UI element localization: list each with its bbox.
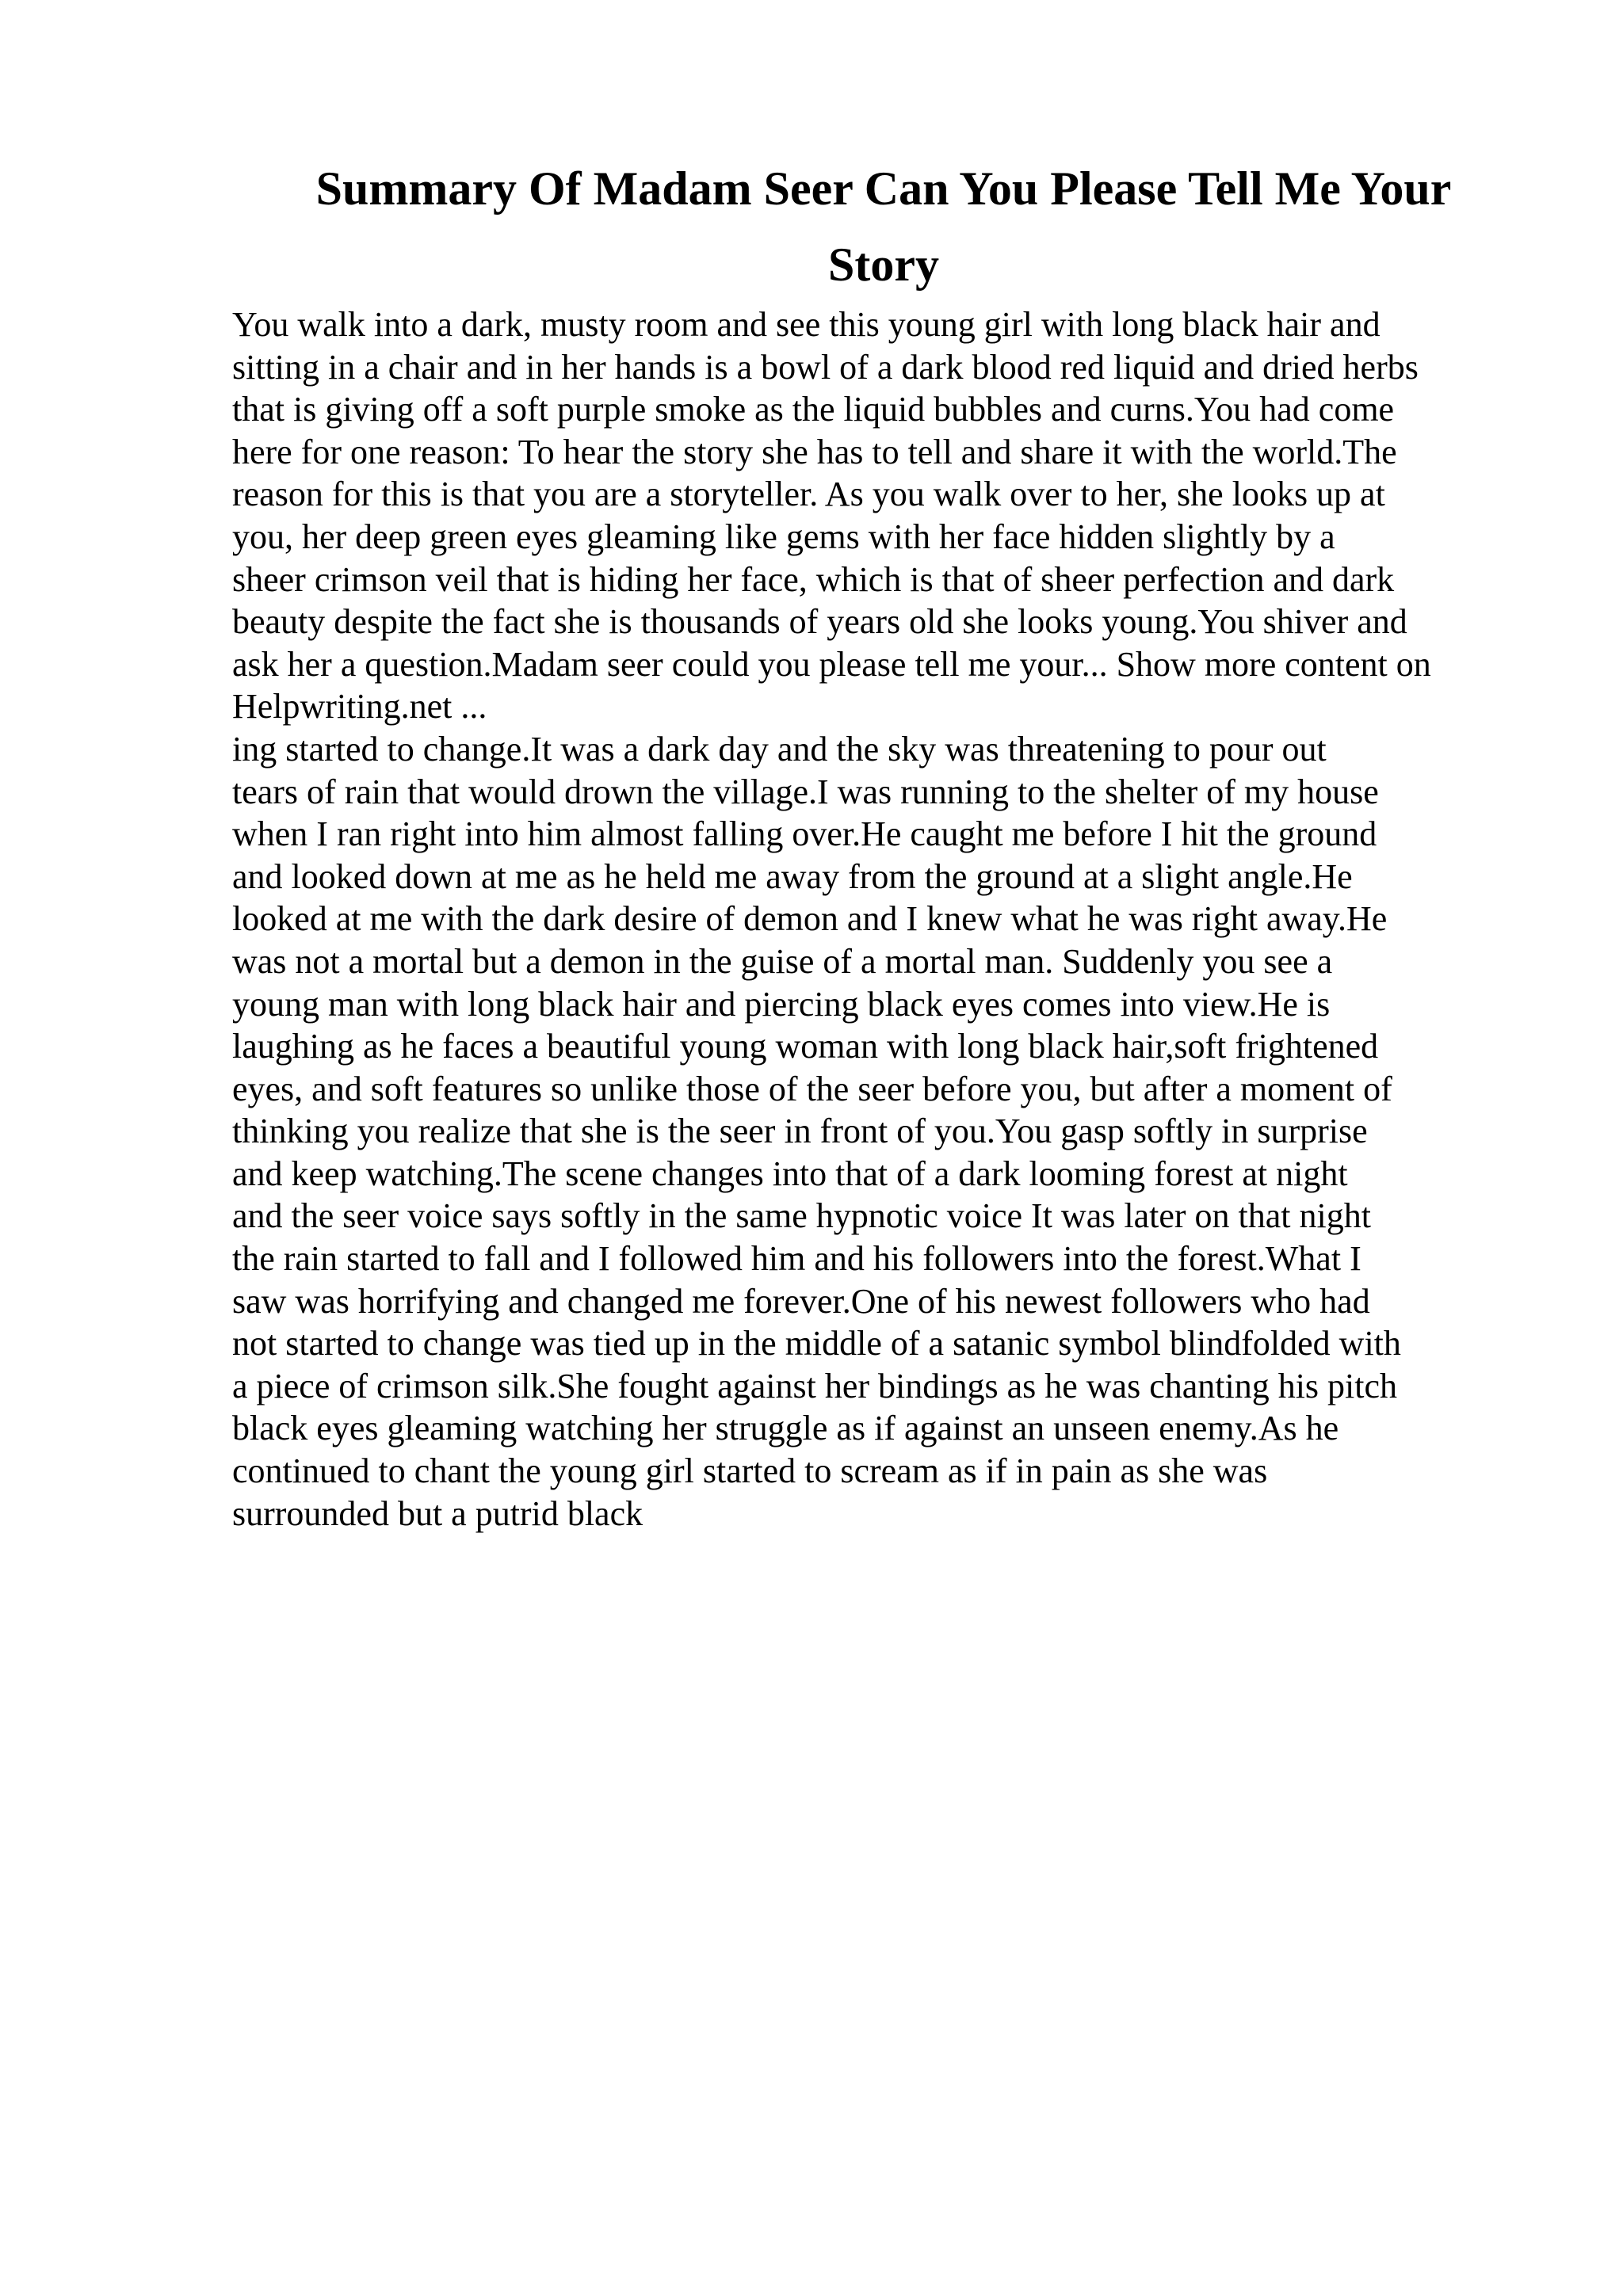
paragraph-story: ing started to change.It was a dark day and the sky was threatening to pour out tears of rain that would drown the village.I was running to the shelter of my house when I ran right into him almost falling over.He caught me before I hit the ground and looked down at me as he held me away from the ground at a slight angle.He looked at me with the dark desire of demon and I knew what he was right away.He was not a mortal but a demon in the guise of a mortal man. Suddenly you see a young man with long black hair and piercing black eyes comes into view.He is laughing as he faces a beautiful young woman with long black hair,soft frightened eyes, and soft features so unlike those of the seer before you, but after a moment of thinking you realize that she is the seer in front of you.You gasp softly in surprise and keep watching.The scene changes into that of a dark looming forest at night and the seer voice says softly in the same hypnotic voice It was later on that night the rain started to fall and I followed him and his followers into the forest.What I saw was horrifying and changed me forever.One of his newest followers who had not started to change was tied up in the middle of a satanic symbol blindfolded with a piece of crimson silk.She fought against her bindings as he was chanting his pitch black eyes gleaming watching her struggle as if against an unseen enemy.As he continued to chant the young girl started to scream as if in pain as she was surrounded but a putrid black [232,729,1401,1533]
document-title: Summary Of Madam Seer Can You Please Tell Me Your Story [315,162,1452,291]
document-body [232,303,1532,1535]
paragraph-intro: You walk into a dark, musty room and see this young girl with long black hair and sitting in a chair and in her hands is a bowl of a dark blood red liquid and dried herbs that is giving off a soft purple smoke as the liquid bubbles and curns.You had come here for one reason: To hear the story she has to tell and share it with the world.The reason for this is that you are a storyteller. As you walk over to her, she looks up at you, her deep green eyes gleaming like gems with her face hidden slightly by a sheer crimson veil that is hiding her face, which is that of sheer perfection and dark beauty despite the fact she is thousands of years old she looks young.You shiver and ask her a question.Madam seer could you please tell me your... Show more content on Helpwriting.net ... [232,305,1431,727]
